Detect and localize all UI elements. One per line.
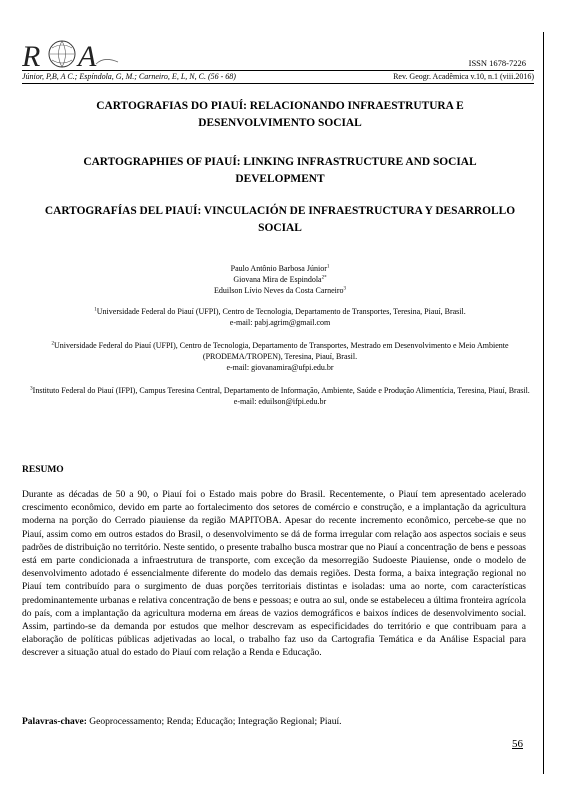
keywords-text: Geoprocessamento; Renda; Educação; Integração Regional; Piauí.	[86, 717, 342, 727]
page-number: 56	[512, 738, 523, 750]
title-english: CARTOGRAPHIES OF PIAUÍ: LINKING INFRASTRUCTURE AND SOCIAL DEVELOPMENT	[83, 156, 477, 185]
author: Giovana Mira de Espindola$^{2*}$	[233, 275, 327, 284]
keywords	[22, 716, 526, 729]
running-header-journal: Rev. Geogr. Acadêmica v.10, n.1 (viii.2016)	[393, 72, 534, 81]
running-header	[22, 70, 534, 84]
affiliation-email[interactable]: e-mail: giovanamira@ufpi.edu.br	[226, 363, 334, 372]
svg-text:A: A	[78, 40, 97, 72]
abstract-body: Durante as décadas de 50 a 90, o Piauí foi o Estado mais pobre do Brasil. Recentemente, o Piauí tem apresentado acelerado crescimento econômico, devido em parte ao fortalecimento dos setores de comércio e construção, e a implantação da agricultura moderna na porção do Cerrado piauiense da região MAPITOBA. Apesar do recente incremento econômico, percebe-se que no Piauí, assim como em outros estados do Brasil, o desenvolvimento se dá de forma irregular com relação aos aspectos sociais e seus padrões de distribuição no território. Neste sentido, o presente trabalho busca mostrar que no Piauí a concentração de bens e pessoas está em parte condicionada a infraestrutura de transporte, com exceção da mesorregião Sudoeste Piauiense, onde o modelo de desenvolvimento adotado é essencialmente diferente do modelo das demais regiões. Desta forma, a baixa integração regional no Piauí tem contribuído para o surgimento de duas porções territoriais distintas e isoladas: uma ao norte, com características predominantemente urbanas e relativa concentração de bens e pessoas; e outra ao sul, onde se estabeleceu a última fronteira agrícola do país, com a implantação da agricultura moderna em áreas de vazios demográficos e baixos índices de desenvolvimento social. Assim, partindo-se da demanda por estudos que melhor descrevam as especificidades do território e que contribuam para a elaboração de políticas públicas adjetivadas ao local, o trabalho faz uso da Cartografia Temática e da Análise Espacial para descrever a situação atual do estado do Piauí com relação a Renda e Educação.	[22, 490, 526, 659]
affiliation: $^3$Instituto Federal do Piauí (IFPI), Campus Teresina Central, Departamento de Informação, Ambiente, Saúde e Produção Alimentícia, Teresina, Piauí, Brasil. e-mail: eduilson@ifpi.edu.br	[30, 386, 530, 406]
title-portuguese: CARTOGRAFIAS DO PIAUÍ: RELACIONANDO INFRAESTRUTURA E DESENVOLVIMENTO SOCIAL	[96, 100, 464, 129]
affiliation-email[interactable]: e-mail: pabj.agrim@gmail.com	[229, 318, 331, 327]
svg-text:R: R	[22, 40, 41, 72]
issn: ISSN 1678-7226	[468, 58, 526, 68]
author: Paulo Antônio Barbosa Júnior$^1$	[230, 264, 330, 273]
affiliation-email[interactable]: e-mail: eduilson@ifpi.edu.br	[233, 397, 327, 406]
author-list	[40, 263, 520, 296]
author: Eduilson Lívio Neves da Costa Carneiro$^3$	[213, 286, 347, 295]
keywords-label: Palavras-chave:	[22, 717, 87, 727]
running-header-authors: Júnior, P,B, A C.; Espíndola, G, M.; Carneiro, E, L, N, C. (56 - 68)	[22, 72, 236, 81]
logo-text: RGA	[22, 36, 25, 37]
margin-rule	[543, 32, 544, 774]
affiliation: $^2$Universidade Federal do Piauí (UFPI), Centro de Tecnologia, Departamento de Transportes, Mestrado em Desenvolvimento e Meio Ambiente (PRODEMA/TROPEN), Teresina, Piauí, Brasil. e-mail: giovanamira@ufpi.edu.br	[30, 340, 530, 373]
affiliation: $^1$Universidade Federal do Piauí (UFPI), Centro de Tecnologia, Departamento de Transportes, Teresina, Piauí, Brasil. e-mail: pabj.agrim@gmail.com	[30, 306, 530, 328]
abstract-heading: RESUMO	[22, 465, 64, 475]
title-spanish: CARTOGRAFÍAS DEL PIAUÍ: VINCULACIÓN DE INFRAESTRUCTURA Y DESARROLLO SOCIAL	[44, 205, 516, 234]
journal-logo	[22, 36, 122, 72]
